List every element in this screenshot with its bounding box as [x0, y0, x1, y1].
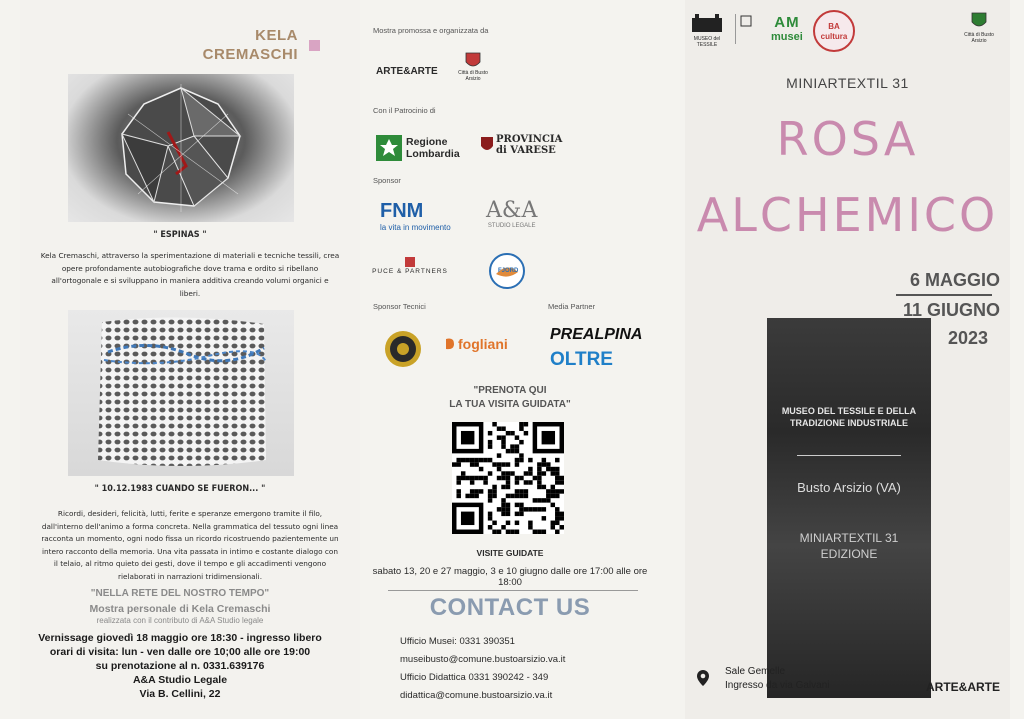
busto-arsizio: Busto Arsizio (VA)	[797, 480, 901, 495]
body-text-2: Ricordi, desideri, felicità, lutti, ferite e speranze emergono tramite il filo, dall'interno dell'animo a forma concreta. Nella grammatica del tessuto ogni linea racconta un momento, ogni nodo fissa un ricordo ricostruendo pazientemente un intero racconto della memoria. Una vita passata in intimo e costante dialogo con il telaio, al ritmo quieto dei gesti, dove il tempo e gli accadimenti vengono rielaborati in narrazioni tridimensionali.	[41, 509, 339, 581]
fnm-tag: la vita in movimento	[380, 223, 451, 232]
prenota-line-1: "PRENOTA QUI	[473, 385, 547, 396]
lombardia-rose-icon	[376, 135, 402, 161]
puce-label: PUCE & PARTNERS	[372, 268, 448, 275]
museo-building-icon	[691, 14, 723, 34]
exhibition-sub: realizzata con il contributo di A&A Studio legale	[96, 616, 264, 625]
divider	[388, 590, 638, 591]
regione-label: Regione Lombardia	[406, 136, 460, 160]
prealpina-logo	[550, 326, 642, 344]
title-alchemico: ALCHEMICO	[696, 188, 999, 242]
qr-code[interactable]	[452, 422, 564, 534]
contact-heading: CONTACT US	[429, 594, 591, 621]
fogliani-mark-icon	[444, 337, 456, 351]
aa-sub: STUDIO LEGALE	[487, 223, 536, 229]
top-logos	[685, 10, 1010, 60]
aa-label: A&A	[486, 198, 538, 223]
provincia-logo	[480, 134, 576, 156]
date-divider	[896, 294, 992, 296]
contact-email-didattica[interactable]: didattica@comune.bustoarsizio.va.it	[400, 690, 553, 701]
exhibition-title: Mostra personale di Kela Cremaschi	[89, 603, 271, 615]
prealpina-label: PREALPINA	[550, 326, 643, 343]
arte-arte-logo-right: ARTE&ARTE	[926, 680, 1000, 694]
title-rosa: ROSA	[776, 112, 919, 166]
ivng-logo	[384, 330, 422, 368]
media-partner-heading: Media Partner	[548, 302, 596, 311]
aa-logo	[486, 198, 537, 229]
right-panel	[685, 0, 1010, 719]
fogliani-logo	[444, 336, 508, 352]
city-logo	[456, 52, 490, 82]
sponsor-tecnici-heading: Sponsor Tecnici	[373, 302, 426, 311]
miniartextil-title: MINIARTEXTIL 31	[786, 75, 909, 91]
provincia-crest-icon	[480, 136, 494, 154]
city-logo-label: Città di Busto Arsizio	[458, 70, 488, 82]
vernissage-line: Vernissage giovedì 18 maggio ore 18:30 - ingresso libero	[38, 632, 322, 644]
visite-text: sabato 13, 20 e 27 maggio, 3 e 10 giugno dalle ore 17:00 alle ore 18:00	[372, 566, 648, 588]
cuando-textile-icon	[68, 310, 294, 476]
ingresso: Ingresso da via Galvani	[725, 680, 830, 691]
contact-ufficio-musei: Ufficio Musei: 0331 390351	[400, 636, 515, 647]
fjord-logo	[488, 252, 526, 290]
museum-divider	[797, 455, 901, 456]
oltre-label: OLTRE	[550, 349, 613, 370]
promossa-heading: Mostra promossa e organizzata da	[373, 26, 489, 35]
small-crest-icon	[739, 14, 753, 28]
artwork-cuando-image	[68, 310, 294, 476]
museo-tessile-logo	[689, 14, 725, 48]
edition-line-1: MINIARTEXTIL 31	[799, 531, 899, 545]
prenotazione-line: su prenotazione al n. 0331.639176	[95, 660, 265, 672]
middle-panel	[360, 0, 670, 719]
museum-name: MUSEO DEL TESSILE E DELLA TRADIZIONE INDUSTRIALE	[781, 406, 917, 428]
patrocinio-heading: Con il Patrocinio di	[373, 106, 436, 115]
studio-line: A&A Studio Legale	[132, 674, 228, 686]
espinas-sculpture-icon	[68, 74, 294, 222]
arte-arte-logo: ARTE&ARTE	[376, 66, 438, 77]
location-pin-icon	[697, 670, 709, 691]
qr-code-icon	[452, 422, 564, 534]
ivng-badge-icon	[384, 330, 422, 368]
artist-last: CREMASCHI	[202, 46, 298, 63]
artwork-espinas-image	[68, 74, 294, 222]
city-crest-icon	[465, 52, 481, 70]
sale-gemelle: Sale Gemelle	[725, 666, 786, 677]
provincia-label: PROVINCIA di VARESE	[496, 134, 563, 156]
small-logo-divider	[735, 14, 755, 44]
museo-tessile-label: MUSEO del TESSILE	[693, 36, 721, 48]
fogliani-label: fogliani	[458, 336, 508, 352]
regione-logo	[376, 135, 468, 161]
date-start: 6 MAGGIO	[909, 270, 1000, 290]
caption-cuando: " 10.12.1983 CUANDO SE FUERON... "	[94, 484, 266, 494]
artwork-dark-image	[767, 318, 931, 698]
prenota-line-2: LA TUA VISITA GUIDATA"	[449, 399, 571, 410]
musei-logo: AM musei	[771, 14, 803, 43]
ba-cultura-logo	[813, 10, 855, 52]
ba-cultura-label: BA cultura	[820, 22, 848, 41]
left-panel	[20, 0, 360, 719]
oltre-logo	[550, 349, 613, 371]
fnm-label: FNM	[380, 200, 424, 222]
artist-name	[203, 26, 298, 64]
city-logo-right-label: Città di Busto Arsizio	[964, 32, 994, 44]
contact-email-musei[interactable]: museibusto@comune.bustoarsizio.va.it	[400, 654, 566, 665]
city-crest-icon-right	[971, 12, 987, 30]
puce-mark-icon	[403, 256, 417, 268]
musei-label: musei	[771, 31, 803, 43]
fjord-label: FJORD	[498, 268, 519, 274]
caption-espinas: " ESPINAS "	[153, 230, 207, 240]
sponsor-heading: Sponsor	[373, 176, 401, 185]
city-logo-right	[961, 12, 997, 44]
fnm-logo	[380, 200, 451, 232]
puce-logo	[370, 256, 450, 275]
edition-line-2: EDIZIONE	[820, 547, 878, 561]
tagline: "NELLA RETE DEL NOSTRO TEMPO"	[90, 588, 270, 599]
address-line: Via B. Cellini, 22	[139, 688, 221, 700]
contact-ufficio-didattica: Ufficio Didattica 0331 390242 - 349	[400, 672, 549, 683]
date-year: 2023	[947, 328, 988, 348]
body-text-1: Kela Cremaschi, attraverso la sperimentazione di materiali e tecniche tessili, crea opere profondamente autobiografiche dove trama e ordito si ribellano all'ortogonale e si sviluppano in maniera additiva creando volumi organici e liberi.	[40, 251, 340, 298]
visite-heading: VISITE GUIDATE	[476, 548, 544, 558]
artist-first: KELA	[255, 27, 298, 44]
date-end: 11 GIUGNO	[902, 300, 1000, 320]
orari-line: orari di visita: lun - ven dalle ore 10;00 alle ore 19:00	[49, 646, 311, 658]
pink-square-icon	[309, 40, 320, 51]
